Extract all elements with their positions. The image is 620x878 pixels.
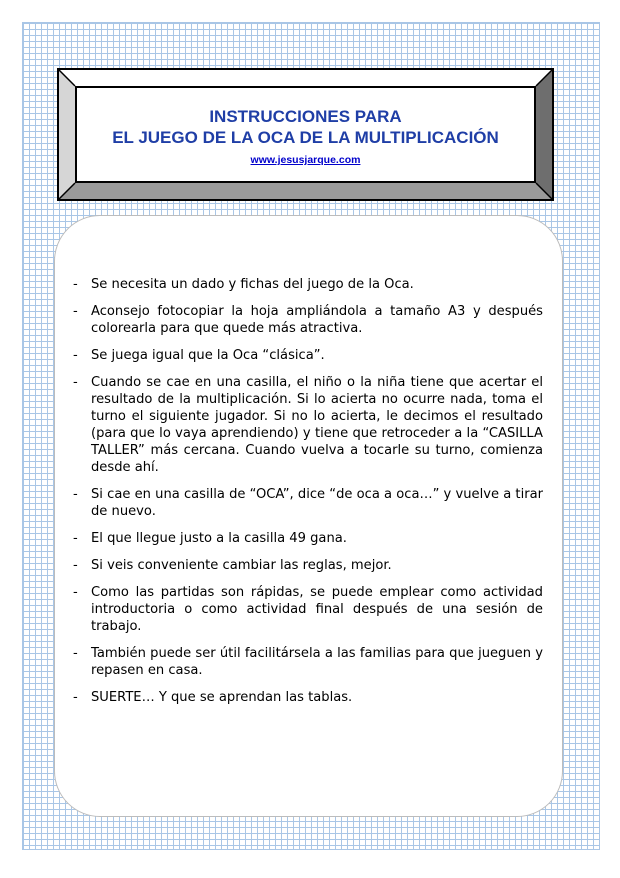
instruction-text: Aconsejo fotocopiar la hoja ampliándola a tamaño A3 y después colorearla para que quede más atractiva. <box>91 304 543 336</box>
instruction-item <box>73 557 543 574</box>
bullet-dash: - <box>73 646 78 661</box>
instruction-item <box>73 276 543 293</box>
bullet-dash: - <box>73 348 78 363</box>
instruction-text: Cuando se cae en una casilla, el niño o la niña tiene que acertar el resultado de la multiplicación. Si lo acierta no ocurre nada, toma el turno el siguiente jugador. Si no lo acierta, le decimos el resultado (para que lo vaya aprendiendo) y tiene que retroceder a la “CASILLA TALLER” más cercana. Cuando vuelva a tocarle su turno, comienza desde ahí. <box>91 375 543 475</box>
instruction-item <box>73 530 543 547</box>
bullet-dash: - <box>73 277 78 292</box>
instruction-text: Se necesita un dado y fichas del juego de la Oca. <box>91 277 414 292</box>
instruction-text: El que llegue justo a la casilla 49 gana. <box>91 531 347 546</box>
instruction-text: Como las partidas son rápidas, se puede emplear como actividad introductoria o como actividad final después de una sesión de trabajo. <box>91 585 543 634</box>
instruction-item <box>73 584 543 635</box>
instruction-text: Si cae en una casilla de “OCA”, dice “de oca a oca…” y vuelve a tirar de nuevo. <box>91 487 543 519</box>
instruction-item <box>73 303 543 337</box>
title-line-2: EL JUEGO DE LA OCA DE LA MULTIPLICACIÓN <box>112 128 499 147</box>
instructions-list <box>73 276 543 716</box>
bullet-dash: - <box>73 304 78 319</box>
instruction-item <box>73 689 543 706</box>
title-panel <box>75 86 536 183</box>
bullet-dash: - <box>73 375 78 390</box>
bullet-dash: - <box>73 585 78 600</box>
bullet-dash: - <box>73 487 78 502</box>
instruction-text: Si veis conveniente cambiar las reglas, mejor. <box>91 558 392 573</box>
bullet-dash: - <box>73 690 78 705</box>
instruction-text: SUERTE… Y que se aprendan las tablas. <box>91 690 353 705</box>
bullet-dash: - <box>73 531 78 546</box>
instruction-text: Se juega igual que la Oca “clásica”. <box>91 348 325 363</box>
instruction-item <box>73 645 543 679</box>
instruction-item <box>73 347 543 364</box>
instruction-item <box>73 374 543 476</box>
instruction-item <box>73 486 543 520</box>
title-line-1: INSTRUCCIONES PARA <box>209 107 402 126</box>
bullet-dash: - <box>73 558 78 573</box>
instruction-text: También puede ser útil facilitársela a las familias para que jueguen y repasen en casa. <box>91 646 543 678</box>
website-link[interactable]: www.jesusjarque.com <box>250 154 361 166</box>
